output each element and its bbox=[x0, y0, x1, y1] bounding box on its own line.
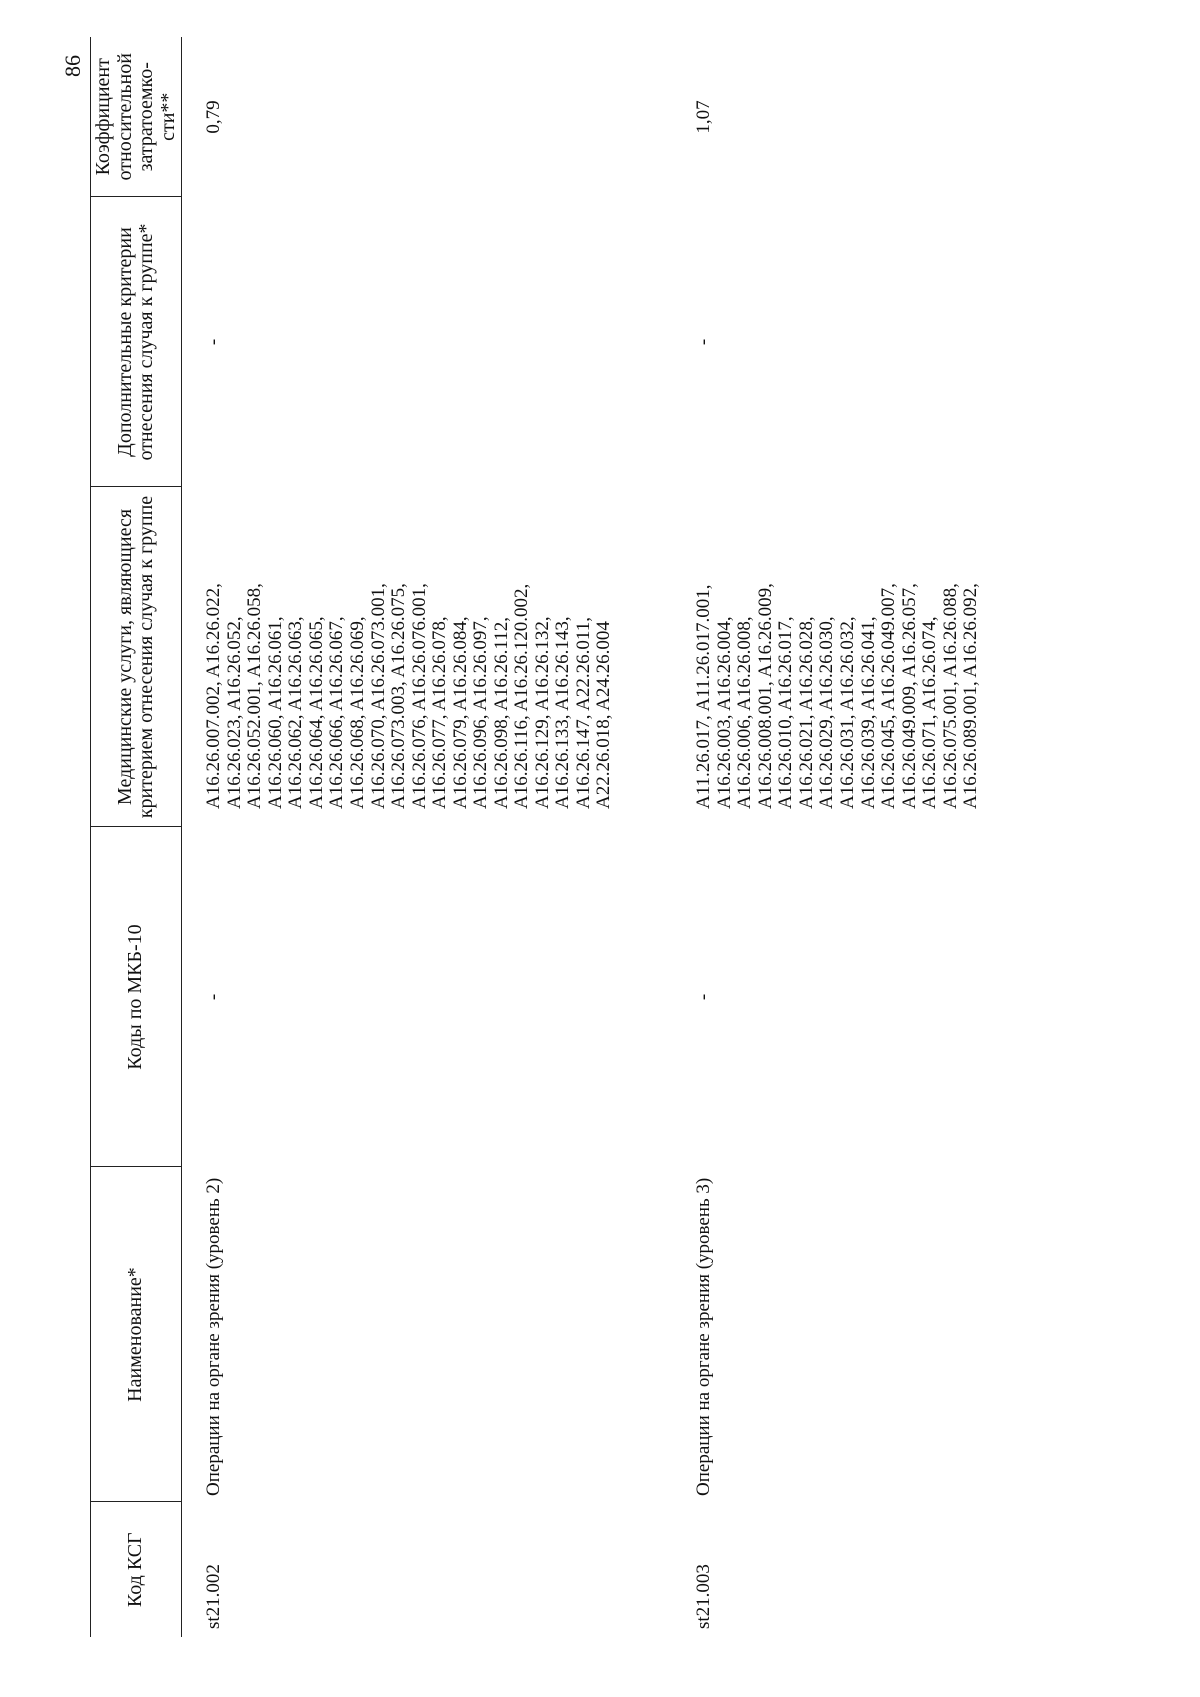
service-line: A16.26.031, A16.26.032, bbox=[836, 616, 858, 809]
service-line: A16.26.071, A16.26.074, bbox=[919, 616, 941, 809]
service-line: A16.26.077, A16.26.078, bbox=[429, 616, 451, 809]
service-line: A16.26.096, A16.26.097, bbox=[470, 616, 492, 809]
header-coef: Коэффициент относительной затратоемко-сти** bbox=[91, 37, 182, 197]
service-line: A16.26.068, A16.26.069, bbox=[346, 616, 368, 809]
service-line: A16.26.023, A16.26.052, bbox=[223, 616, 245, 809]
header-services: Медицинские услуги, являющиеся критерием отнесения случая к группе bbox=[91, 487, 182, 827]
service-line: A16.26.076, A16.26.076.001, bbox=[408, 583, 430, 809]
row-coef: 0,79 bbox=[203, 100, 225, 134]
row-mkb: - bbox=[693, 993, 715, 1001]
service-line: A16.26.006, A16.26.008, bbox=[734, 616, 756, 809]
table-header-row bbox=[91, 37, 182, 1637]
service-line: A16.26.021, A16.26.028, bbox=[795, 616, 817, 809]
page-number: 86 bbox=[60, 55, 85, 77]
service-line: A16.26.133, A16.26.143, bbox=[552, 616, 574, 809]
service-line: A16.26.066, A16.26.067, bbox=[326, 616, 348, 809]
service-line: A16.26.010, A16.26.017, bbox=[775, 616, 797, 809]
service-line: A16.26.052.001, A16.26.058, bbox=[244, 583, 266, 809]
service-line: A11.26.017, A11.26.017.001, bbox=[693, 584, 715, 809]
service-line: A16.26.045, A16.26.049.007, bbox=[878, 583, 900, 809]
header-mkb: Коды по МКБ-10 bbox=[91, 827, 182, 1167]
service-line: A16.26.003, A16.26.004, bbox=[713, 616, 735, 809]
service-line: A16.26.064, A16.26.065, bbox=[305, 616, 327, 809]
service-line: A16.26.070, A16.26.073.001, bbox=[367, 583, 389, 809]
service-line: A16.26.007.002, A16.26.022, bbox=[203, 583, 225, 809]
header-name: Наименование* bbox=[91, 1167, 182, 1502]
row-mkb: - bbox=[203, 993, 225, 1001]
row-extra: - bbox=[203, 338, 225, 346]
service-line: A16.26.039, A16.26.041, bbox=[857, 616, 879, 809]
service-line: A16.26.075.001, A16.26.088, bbox=[939, 583, 961, 809]
row-coef: 1,07 bbox=[693, 100, 715, 134]
row-extra: - bbox=[693, 338, 715, 346]
row-name: Операции на органе зрения (уровень 3) bbox=[693, 1177, 715, 1496]
service-line: A16.26.147, A22.26.011, bbox=[572, 617, 594, 809]
service-line: A16.26.079, A16.26.084, bbox=[449, 616, 471, 809]
service-line: A16.26.062, A16.26.063, bbox=[285, 616, 307, 809]
service-line: A16.26.049.009, A16.26.057, bbox=[898, 583, 920, 809]
service-line: A16.26.089.001, A16.26.092, bbox=[960, 583, 982, 809]
table-row bbox=[182, 37, 681, 1637]
table-row bbox=[680, 37, 987, 1637]
service-line: A16.26.098, A16.26.112, bbox=[490, 617, 512, 809]
service-line: A16.26.129, A16.26.132, bbox=[531, 616, 553, 809]
row-services bbox=[182, 487, 681, 827]
service-line: A16.26.073.003, A16.26.075, bbox=[388, 583, 410, 809]
row-name: Операции на органе зрения (уровень 2) bbox=[203, 1177, 225, 1496]
ksg-table bbox=[90, 37, 988, 1637]
row-code: st21.002 bbox=[203, 1564, 225, 1629]
service-line: A22.26.018, A24.26.004 bbox=[593, 621, 615, 809]
service-line: A16.26.029, A16.26.030, bbox=[816, 616, 838, 809]
header-extra: Дополнительные критерии отнесения случая к группе* bbox=[91, 197, 182, 487]
service-line: A16.26.008.001, A16.26.009, bbox=[754, 583, 776, 809]
header-code: Код КСГ bbox=[91, 1502, 182, 1637]
row-services bbox=[680, 487, 987, 827]
service-line: A16.26.116, A16.26.120.002, bbox=[511, 583, 533, 809]
service-line: A16.26.060, A16.26.061, bbox=[264, 616, 286, 809]
row-code: st21.003 bbox=[693, 1564, 715, 1629]
